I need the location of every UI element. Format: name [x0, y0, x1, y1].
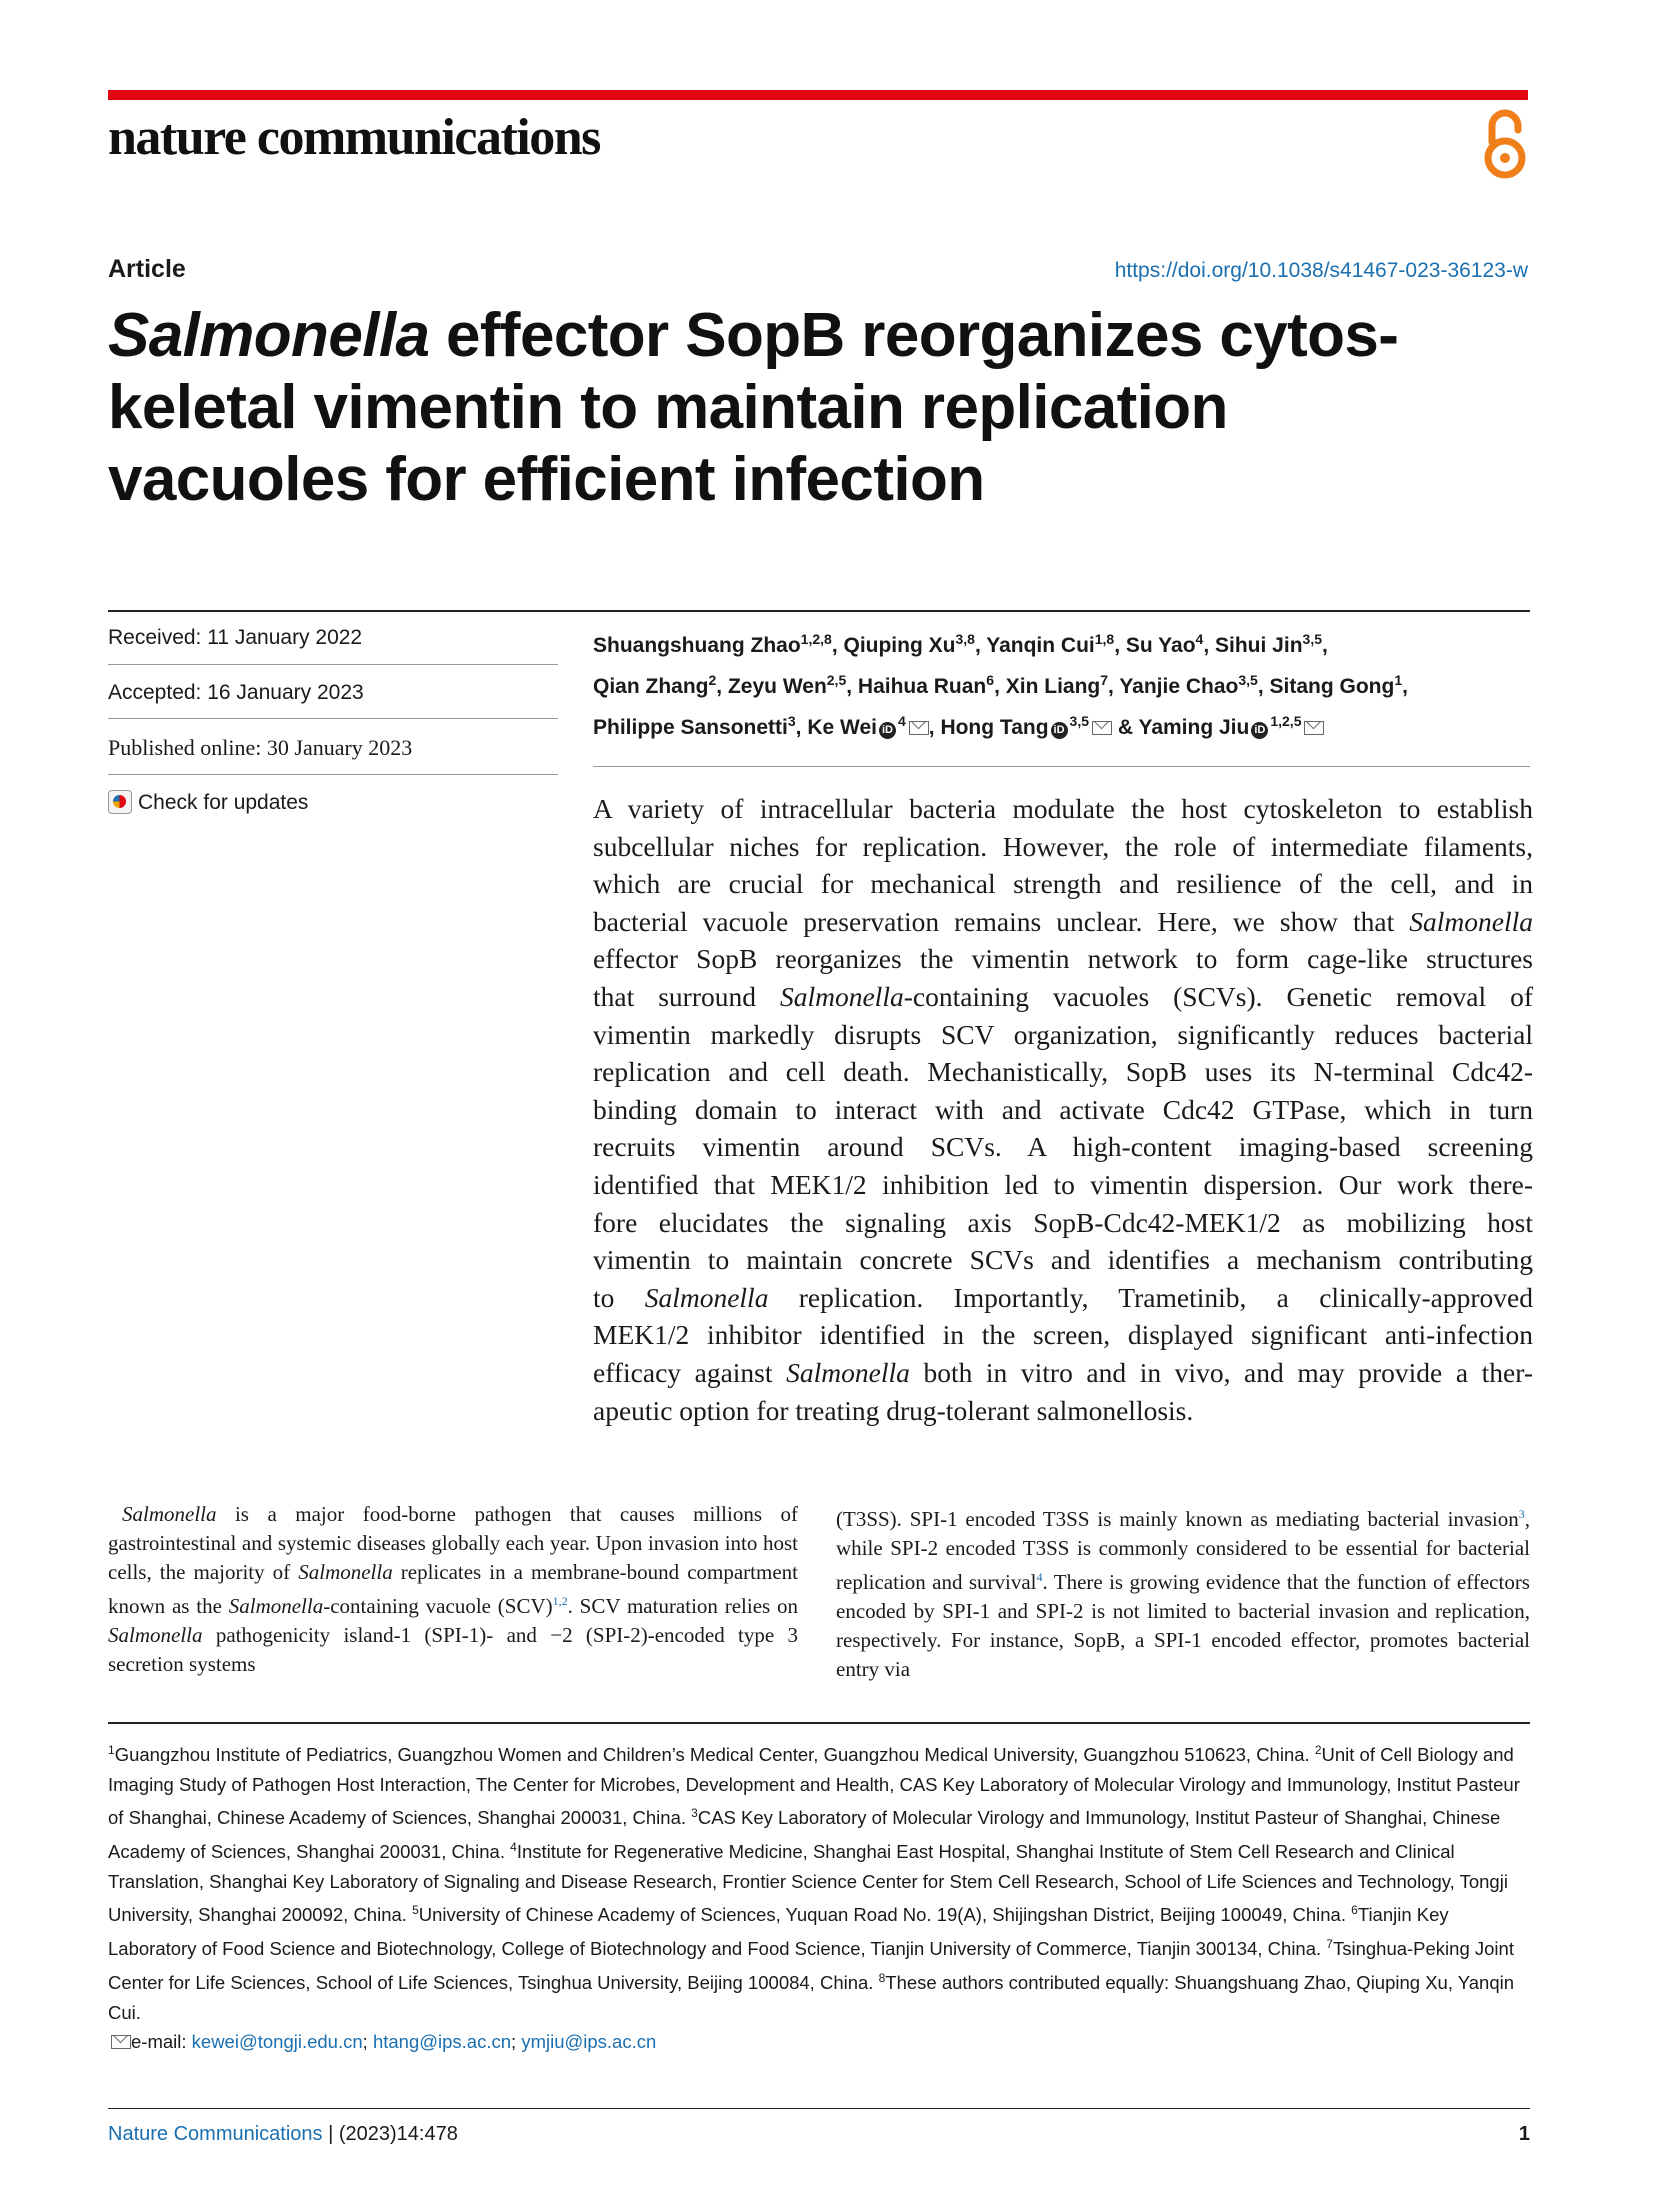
- author-separator: ,: [974, 634, 987, 657]
- abstract-line: recruits vimentin around SCVs. A high-content imaging-based screening: [593, 1131, 1533, 1163]
- abstract-line: vimentin to maintain concrete SCVs and identifies a mechanism contributing: [593, 1244, 1533, 1276]
- orcid-icon[interactable]: iD: [1251, 722, 1268, 739]
- author-affiliation-ref: 1,2,8: [800, 631, 832, 647]
- orcid-icon[interactable]: iD: [1051, 722, 1068, 739]
- meta-divider: [108, 774, 558, 775]
- author-name[interactable]: Haihua Ruan: [857, 675, 987, 698]
- author-affiliation-ref: 3,5: [1302, 631, 1322, 647]
- abstract-line: apeutic option for treating drug-tolerant salmonellosis.: [593, 1394, 1194, 1426]
- author-name[interactable]: Xin Liang: [1005, 675, 1101, 698]
- author-separator: ,: [831, 634, 844, 657]
- author-affiliation-ref: 3,5: [1238, 672, 1258, 688]
- author-separator: ,: [994, 675, 1006, 698]
- email-link[interactable]: ymjiu@ips.ac.cn: [521, 2031, 657, 2053]
- author-separator: ,: [1108, 675, 1120, 698]
- author-name[interactable]: Zeyu Wen: [727, 675, 827, 698]
- affiliation-number: 6: [1351, 1903, 1358, 1918]
- article-title: [108, 300, 1538, 516]
- affiliation-number: 3: [691, 1806, 698, 1821]
- author-affiliation-ref: 2,5: [826, 672, 847, 688]
- title-line-3: vacuoles for efficient infection: [108, 445, 985, 514]
- author-name[interactable]: Qian Zhang: [593, 675, 709, 698]
- open-access-icon: [1480, 108, 1530, 180]
- affiliation-text: Tsinghua-Peking Joint Center for Life Sciences, School of Life Sciences, Tsinghua University, Beijing 100084, China.: [108, 1938, 1514, 1994]
- abstract-line: efficacy against Salmonella both in vitro and in vivo, and may provide a ther-: [593, 1356, 1533, 1388]
- affiliation-number: 1: [108, 1743, 115, 1757]
- author-affiliation-ref: 7: [1100, 672, 1109, 688]
- abstract-line: effector SopB reorganizes the vimentin network to form cage-like structures: [593, 943, 1533, 975]
- author-separator: ,: [795, 716, 808, 739]
- email-label: e-mail:: [131, 2031, 192, 2053]
- author-name[interactable]: Qiuping Xu: [843, 634, 956, 657]
- abstract: [593, 790, 1533, 1429]
- abstract-line: subcellular niches for replication. However, the role of intermediate filaments,: [593, 830, 1533, 862]
- received-date: Received: 11 January 2022: [108, 626, 363, 649]
- title-line-1: effector SopB reorganizes cytos-: [429, 301, 1399, 370]
- affiliation-text: University of Chinese Academy of Sciences, Yuquan Road No. 19(A), Shijingshan District, Beijing 100049, China.: [418, 1904, 1352, 1926]
- abstract-line: replication and cell death. Mechanistically, SopB uses its N-terminal Cdc42-: [593, 1056, 1533, 1088]
- affiliation-text: Unit of Cell Biology and Imaging Study of Pathogen Host Interaction, The Center for Microbes, Development and Health, CAS Key Laboratory of Molecular Virology and Immunology, Institut Pasteur of Shanghai, Chinese Academy of Sciences, Shanghai 200031, China.: [108, 1744, 1520, 1829]
- abstract-line: A variety of intracellular bacteria modulate the host cytoskeleton to establish: [593, 793, 1533, 824]
- author-affiliation-ref: 3,8: [955, 631, 975, 647]
- mail-icon[interactable]: [1092, 721, 1112, 735]
- affiliation-text: These authors contributed equally: Shuangshuang Zhao, Qiuping Xu, Yanqin Cui.: [108, 1972, 1515, 2023]
- affiliation-number: 4: [510, 1840, 517, 1855]
- author-list: [593, 622, 1533, 745]
- author-name[interactable]: Ke Wei: [807, 716, 877, 739]
- author-affiliation-ref: 2: [708, 672, 717, 688]
- author-name[interactable]: Yaming Jiu: [1138, 716, 1250, 739]
- author-separator: ,: [1203, 634, 1216, 657]
- author-separator: &: [1112, 716, 1139, 739]
- check-updates-label: Check for updates: [138, 791, 309, 814]
- author-separator: ,: [846, 675, 858, 698]
- author-name[interactable]: Philippe Sansonetti: [593, 716, 788, 739]
- author-name[interactable]: Sihui Jin: [1215, 634, 1303, 657]
- affiliation-number: 7: [1326, 1937, 1333, 1952]
- author-name[interactable]: Su Yao: [1125, 634, 1196, 657]
- article-type: Article: [108, 255, 186, 283]
- affiliation-text: Tianjin Key Laboratory of Food Science and Biotechnology, College of Biotechnology and Food Science, Tianjin University of Commerce, Tianjin 300134, China.: [108, 1904, 1449, 1960]
- abstract-line: binding domain to interact with and activate Cdc42 GTPase, which in turn: [593, 1093, 1533, 1125]
- author-separator: ,: [928, 716, 941, 739]
- author-affiliation-ref: 1,8: [1094, 631, 1115, 647]
- mail-icon[interactable]: [909, 721, 929, 735]
- author-name[interactable]: Sitang Gong: [1269, 675, 1395, 698]
- affiliations: [108, 1736, 1538, 2057]
- affiliation-number: 5: [412, 1903, 419, 1918]
- check-for-updates[interactable]: [108, 790, 308, 815]
- author-separator: ,: [716, 675, 728, 698]
- abstract-line: bacterial vacuole preservation remains unclear. Here, we show that Salmonella: [593, 905, 1533, 937]
- author-affiliation-ref: 3: [787, 713, 796, 729]
- footer-citation: Nature Communications | (2023)14:478: [108, 2123, 458, 2145]
- email-line: e-mail: kewei@tongji.edu.cn; htang@ips.ac.cn; ymjiu@ips.ac.cn: [108, 2027, 1538, 2057]
- doi-link[interactable]: https://doi.org/10.1038/s41467-023-36123-w: [1114, 259, 1528, 282]
- check-updates-icon: [108, 790, 132, 814]
- citation-ref[interactable]: 3: [1518, 1507, 1525, 1521]
- mail-icon[interactable]: [1304, 721, 1324, 735]
- abstract-line: vimentin markedly disrupts SCV organization, significantly reduces bacterial: [593, 1018, 1533, 1050]
- author-separator: ,: [1114, 634, 1126, 657]
- orcid-icon[interactable]: iD: [879, 722, 896, 739]
- body-column-right: (T3SS). SPI-1 encoded T3SS is mainly known as mediating bacterial invasion$^3$, while SPI-2 encoded T3SS is commonly considered to be essential for bacterial replication and survival$^4$. There is growing evidence that the function of effectors encoded by SPI-1 and SPI-2 is not limited to bacterial invasion and replication, respectively. For instance, SopB, a SPI-1 encoded effector, promotes bacterial entry via: [836, 1507, 1530, 1681]
- citation-ref[interactable]: 1,2: [552, 1594, 568, 1608]
- page-number: 1: [1518, 2123, 1530, 2145]
- affiliations-divider: [108, 1722, 1530, 1724]
- meta-divider: [108, 664, 558, 665]
- abstract-line: which are crucial for mechanical strength and resilience of the cell, and in: [593, 868, 1533, 900]
- author-name[interactable]: Yanjie Chao: [1119, 675, 1239, 698]
- citation-ref[interactable]: 4: [1036, 1570, 1043, 1584]
- author-affiliation-ref: 1,2,5: [1270, 713, 1302, 729]
- email-link[interactable]: htang@ips.ac.cn: [372, 2031, 512, 2053]
- affiliation-text: CAS Key Laboratory of Molecular Virology and Immunology, Institut Pasteur of Shanghai, Chinese Academy of Sciences, Shanghai 200031, China.: [108, 1807, 1501, 1863]
- title-italic-term: Salmonella: [108, 301, 430, 370]
- mail-icon: [111, 2035, 131, 2049]
- author-name[interactable]: Shuangshuang Zhao: [593, 634, 801, 657]
- published-date: Published online: 30 January 2023: [108, 735, 413, 760]
- body-column-left: Salmonella is a major food-borne pathogen that causes millions of gastrointestinal and systemic diseases globally each year. Upon invasion into host cells, the majority of Salmonella replicates in a membrane-bound compartment known as the Salmonella-containing vacuole (SCV)$^{1,2}$. SCV maturation relies on Salmonella pathogenicity island-1 (SPI-1)- and −2 (SPI-2)-encoded type 3 secretion systems: [108, 1502, 799, 1676]
- abstract-line: to Salmonella replication. Importantly, Trametinib, a clinically-approved: [593, 1281, 1533, 1313]
- author-affiliation-ref: 4: [897, 713, 906, 729]
- author-affiliation-ref: 1: [1394, 672, 1403, 688]
- author-separator: ,: [1257, 675, 1270, 698]
- journal-accent-bar: [108, 90, 1528, 100]
- author-affiliation-ref: 6: [986, 672, 995, 688]
- meta-divider: [108, 718, 558, 719]
- author-affiliation-ref: 3,5: [1069, 713, 1089, 729]
- abstract-line: that surround Salmonella-containing vacuoles (SCVs). Genetic removal of: [593, 980, 1533, 1012]
- author-name[interactable]: Yanqin Cui: [986, 634, 1095, 657]
- title-line-2: keletal vimentin to maintain replication: [108, 373, 1228, 442]
- abstract-line: identified that MEK1/2 inhibition led to vimentin dispersion. Our work there-: [593, 1168, 1533, 1200]
- author-separator: ,: [1402, 675, 1408, 698]
- footer-divider: [108, 2108, 1530, 2109]
- accepted-date: Accepted: 16 January 2023: [108, 681, 364, 704]
- author-separator: ,: [1322, 634, 1328, 657]
- journal-name: nature communications: [108, 109, 600, 166]
- abstract-line: fore elucidates the signaling axis SopB-Cdc42-MEK1/2 as mobilizing host: [593, 1206, 1533, 1238]
- affiliation-number: 2: [1314, 1743, 1322, 1757]
- affiliation-text: Guangzhou Institute of Pediatrics, Guangzhou Women and Children’s Medical Center, Guangzhou Medical University, Guangzhou 510623, China.: [114, 1744, 1315, 1766]
- author-name[interactable]: Hong Tang: [940, 716, 1049, 739]
- abstract-divider: [593, 766, 1530, 767]
- email-link[interactable]: kewei@tongji.edu.cn: [191, 2031, 363, 2053]
- affiliation-text: Institute for Regenerative Medicine, Shanghai East Hospital, Shanghai Institute of Stem Cell Research and Clinical Translation, Shanghai Key Laboratory of Signaling and Disease Research, Frontier Science Center for Stem Cell Research, School of Life Sciences and Technology, Tongji University, Shanghai 200092, China.: [108, 1841, 1508, 1926]
- author-affiliation-ref: 4: [1195, 631, 1204, 647]
- affiliation-number: 8: [878, 1970, 886, 1985]
- abstract-line: MEK1/2 inhibitor identified in the screen, displayed significant anti-infection: [593, 1319, 1533, 1351]
- header-divider: [108, 610, 1530, 612]
- footer-journal-link[interactable]: Nature Communications: [108, 2123, 323, 2145]
